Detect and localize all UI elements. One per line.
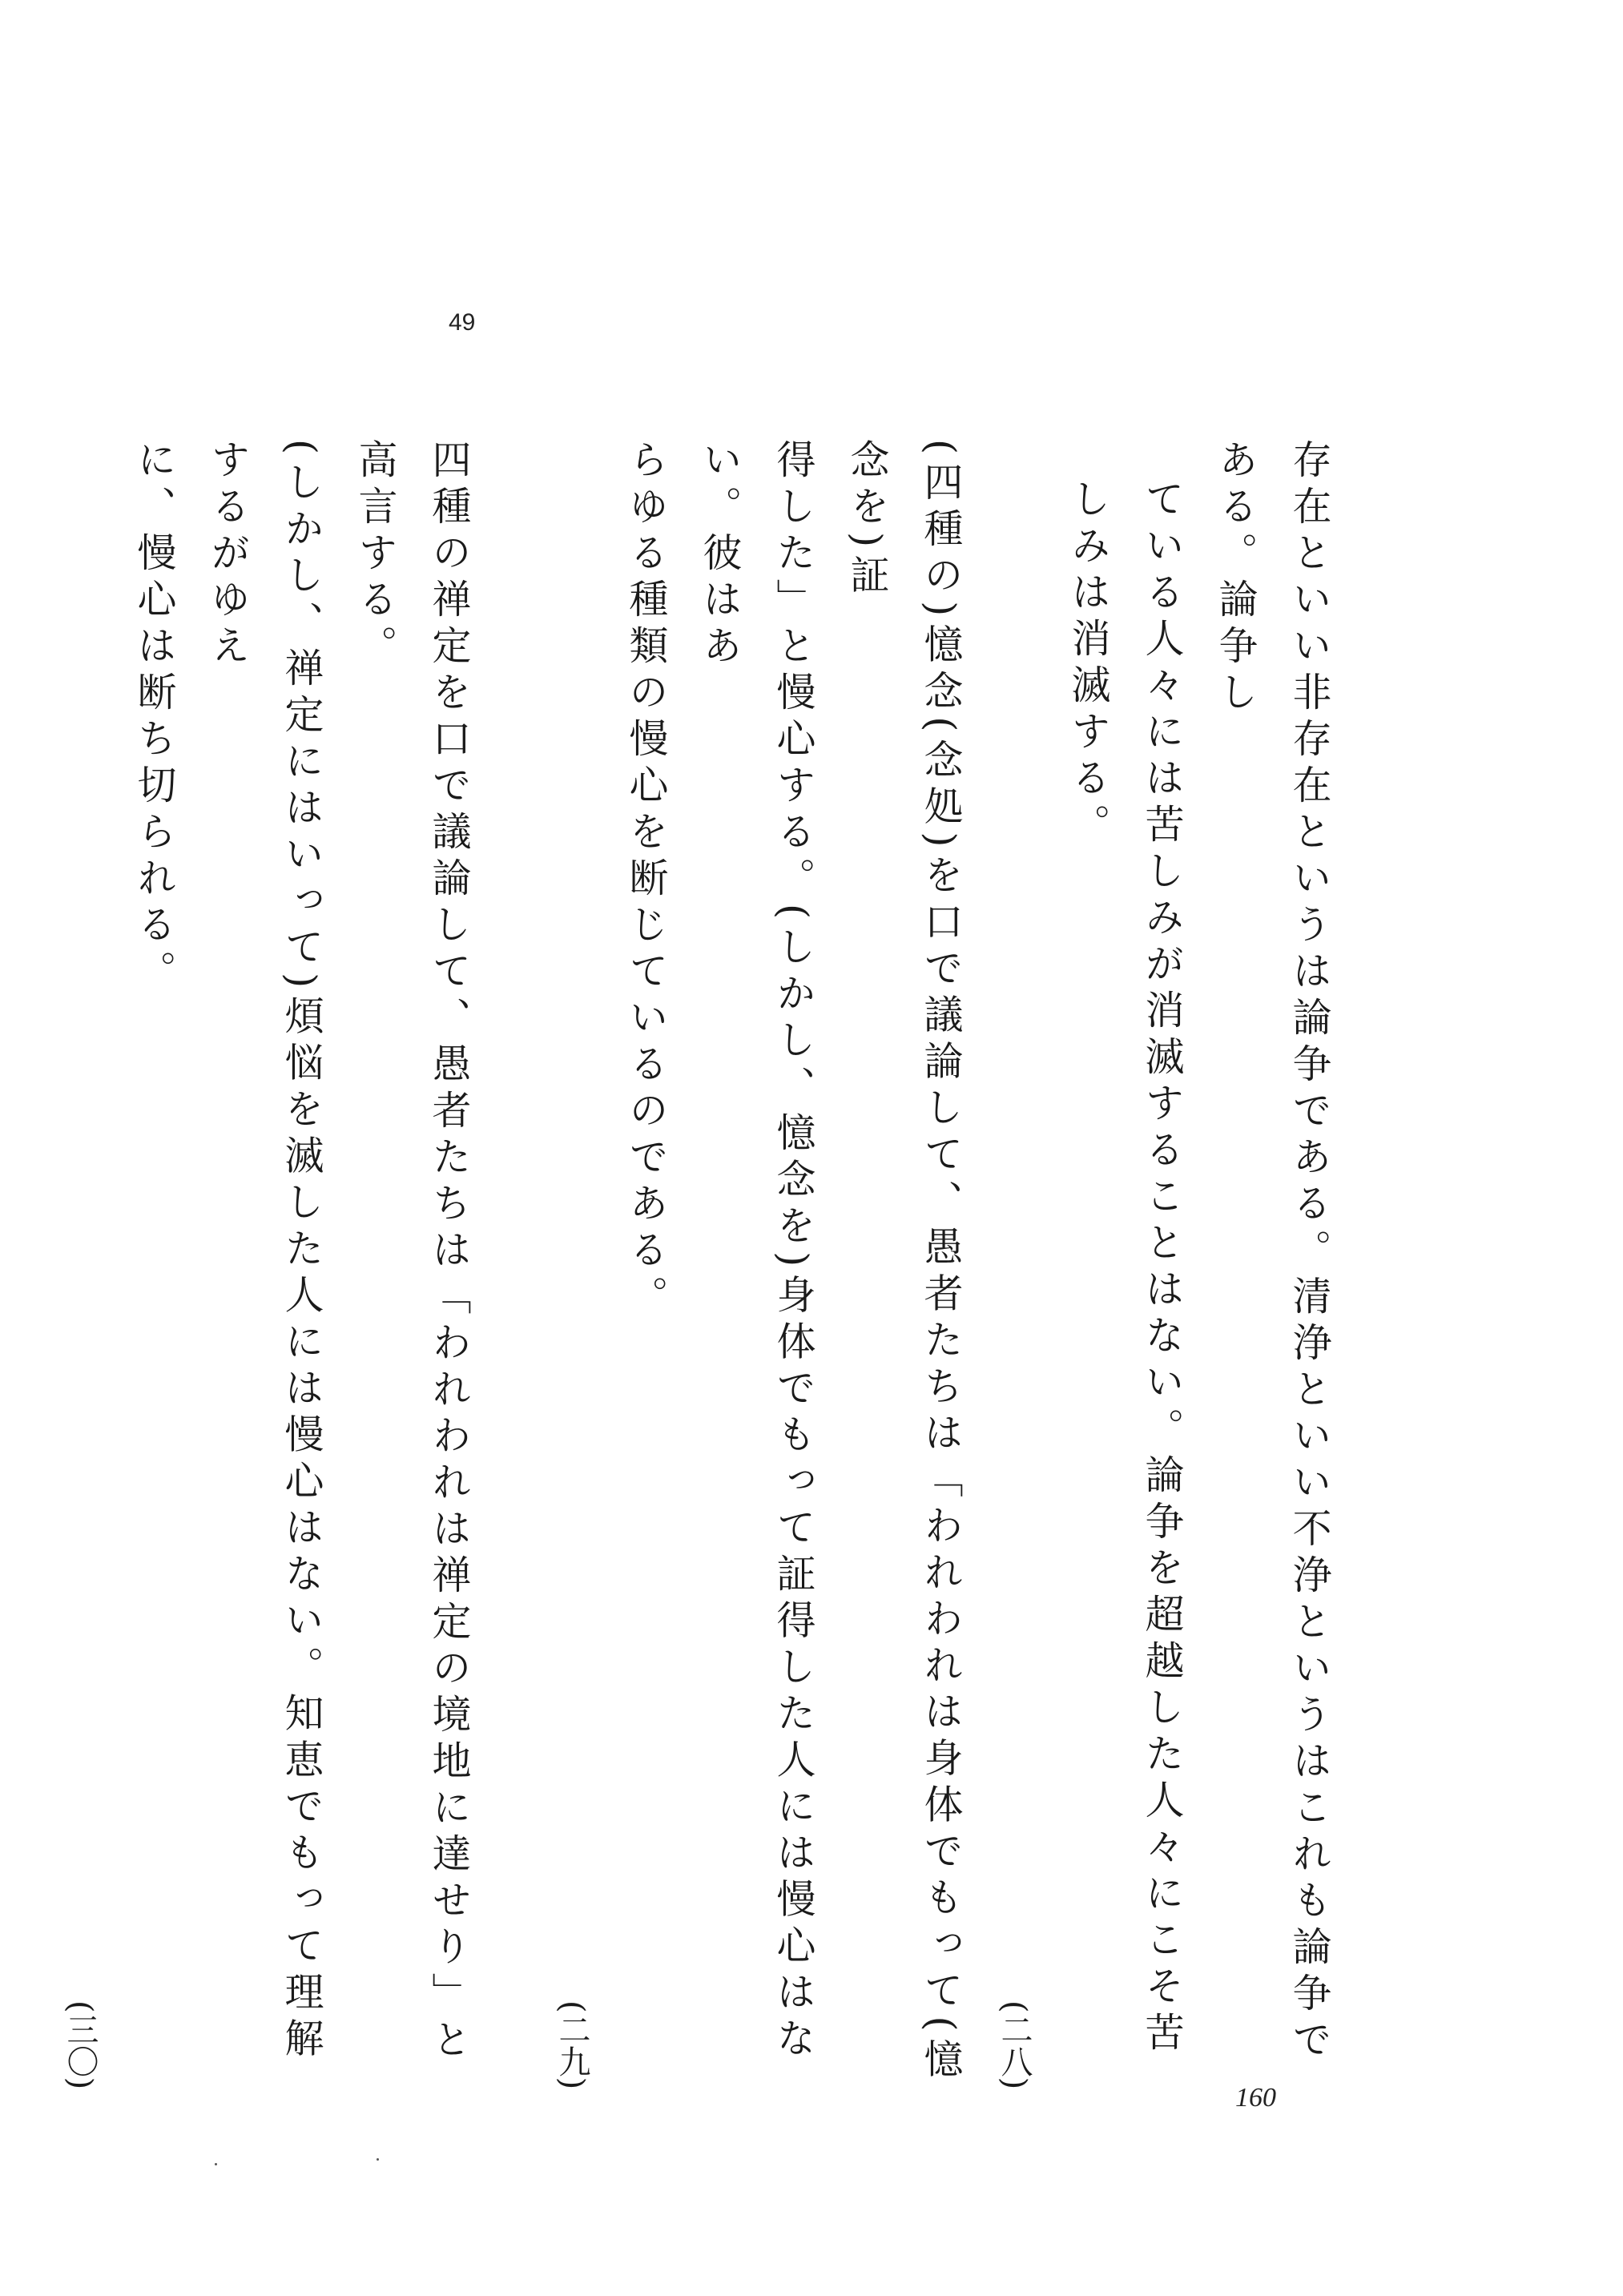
page-number: 160 bbox=[1235, 2083, 1276, 2113]
verse-number: (二八) bbox=[996, 2000, 1033, 2089]
scan-speck bbox=[377, 2158, 379, 2161]
stanza-28 bbox=[977, 439, 1346, 2089]
folio-number: 49 bbox=[449, 309, 476, 336]
stanza-30 bbox=[43, 439, 485, 2089]
stanza-29 bbox=[535, 439, 977, 2089]
text-line: 四種の禅定を口で議論して、愚者たちは「われわれは禅定の境地に達せり」と高言する。 bbox=[352, 439, 472, 2065]
vertical-text-body bbox=[62, 439, 1346, 2089]
scan-speck bbox=[215, 2163, 217, 2165]
verse-number: (二九) bbox=[554, 2000, 590, 2089]
text-line: らゆる種類の慢心を断じているのである。 bbox=[623, 439, 669, 1322]
text-line: ている人々には苦しみが消滅することはない。論争を超越した人々にこそ苦しみは消滅する。 bbox=[1065, 478, 1185, 2058]
text-line: に、慢心は断ち切られる。 bbox=[131, 439, 177, 997]
text-line: 得した」と慢心する。(しかし、憶念を)身体でもって証得した人には慢心はない。彼はあ bbox=[697, 439, 816, 2064]
text-line: 存在といい非存在というは論争である。清浄といい不浄というはこれも論争である。論争し bbox=[1213, 439, 1332, 2065]
text-line: (しかし、禅定にはいって)煩悩を滅した人には慢心はない。知恵でもって理解するがゆえ bbox=[205, 439, 324, 2064]
verse-number: (三〇) bbox=[62, 2000, 99, 2089]
text-line: (四種の)憶念(念処)を口で議論して、愚者たちは「われわれは身体でもって(憶念を)証 bbox=[844, 439, 964, 2085]
